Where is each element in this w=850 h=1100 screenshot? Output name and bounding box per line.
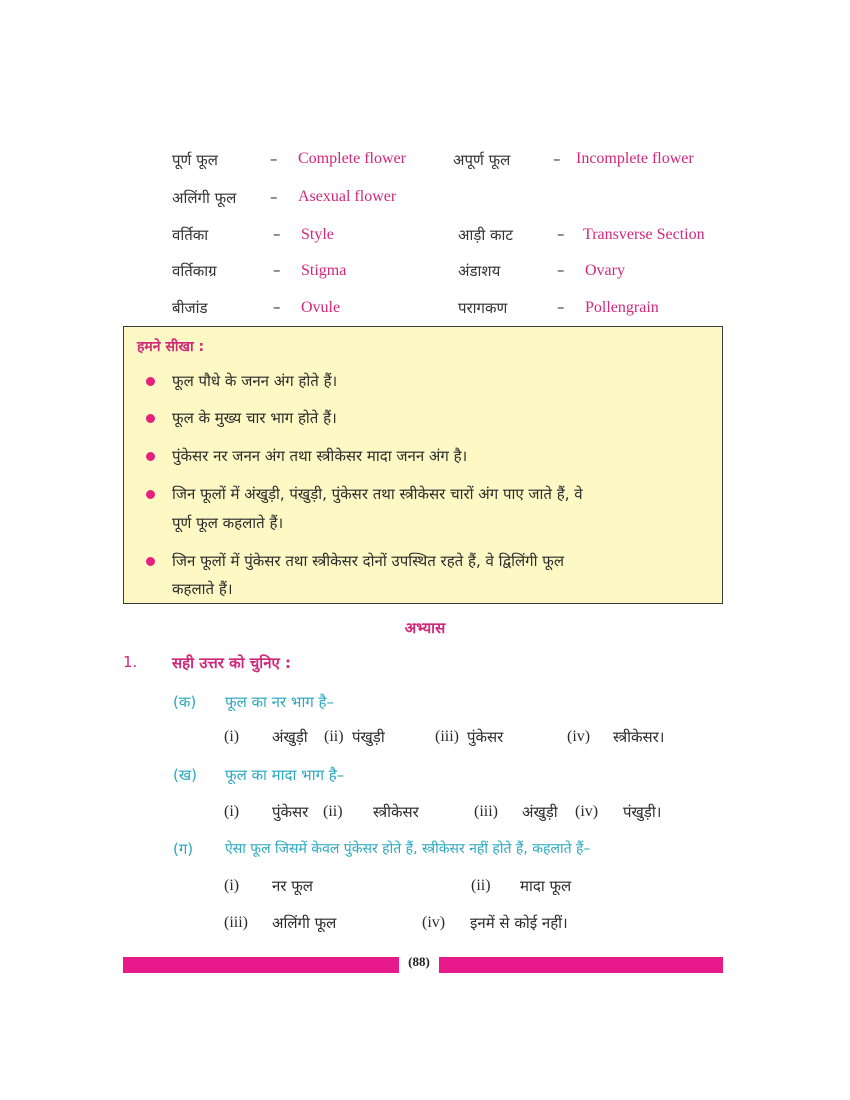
glossary-term-en: Asexual flower: [298, 188, 397, 205]
glossary-dash: –: [557, 261, 565, 279]
learned-summary-box: [123, 326, 723, 604]
glossary-term-hi: अलिंगी फूल: [172, 189, 237, 207]
question-text: सही उत्तर को चुनिए :: [172, 654, 292, 672]
option-text: इनमें से कोई नहीं।: [470, 914, 568, 932]
learned-title: हमने सीखा :: [137, 339, 205, 355]
glossary-term-hi: बीजांड: [172, 299, 208, 317]
glossary-term-en: Style: [301, 226, 334, 243]
learned-point: फूल के मुख्य चार भाग होते हैं।: [172, 409, 337, 427]
option-number: (iii): [224, 914, 248, 931]
glossary-term-en: Complete flower: [298, 150, 406, 167]
option-number: (i): [224, 728, 240, 745]
option-text: मादा फूल: [520, 877, 572, 895]
page-number: (88): [408, 954, 430, 969]
glossary-term-en: Ovule: [301, 299, 341, 316]
glossary-dash: –: [273, 225, 281, 243]
glossary-term-hi: वर्तिकाग्र: [172, 262, 217, 280]
glossary-dash: –: [557, 298, 565, 316]
glossary-dash: –: [273, 298, 281, 316]
option-number: (ii): [324, 728, 344, 745]
glossary-dash: –: [557, 225, 565, 243]
option-number: (ii): [471, 877, 491, 894]
option-text: पंखुड़ी।: [623, 803, 662, 821]
bullet-icon: [146, 490, 155, 499]
option-number: (iii): [474, 803, 498, 820]
glossary-dash: –: [273, 261, 281, 279]
learned-point: पुंकेसर नर जनन अंग तथा स्त्रीकेसर मादा जनन अंग है।: [172, 447, 468, 465]
option-number: (iii): [435, 728, 459, 745]
glossary-term-en: Ovary: [585, 262, 625, 279]
learned-point: फूल पौधे के जनन अंग होते हैं।: [172, 372, 338, 390]
glossary-term-en: Pollengrain: [585, 299, 659, 316]
option-text: पुंकेसर: [272, 803, 309, 821]
learned-point-continued: पूर्ण फूल कहलाते हैं।: [172, 514, 284, 532]
question-number: 1.: [123, 653, 138, 671]
option-text: पंखुड़ी: [352, 728, 385, 746]
bullet-icon: [146, 452, 155, 461]
learned-point-continued: कहलाते हैं।: [172, 580, 233, 598]
option-number: (iv): [422, 914, 446, 931]
option-text: पुंकेसर: [467, 728, 504, 746]
glossary-term-hi: अपूर्ण फूल: [453, 151, 511, 169]
exercise-heading: अभ्यास: [404, 619, 446, 637]
sub-question-label: (क): [173, 693, 197, 711]
sub-question-text: ऐसा फूल जिसमें केवल पुंकेसर होते हैं, स्त्रीकेसर नहीं होते हैं, कहलाते हैं–: [225, 841, 591, 857]
bullet-icon: [146, 377, 155, 386]
option-number: (iv): [567, 728, 591, 745]
glossary-term-hi: वर्तिका: [172, 226, 209, 244]
glossary-dash: –: [270, 150, 278, 168]
glossary-dash: –: [270, 188, 278, 206]
glossary-dash: –: [553, 150, 561, 168]
learned-point: जिन फूलों में अंखुड़ी, पंखुड़ी, पुंकेसर तथा स्त्रीकेसर चारों अंग पाए जाते हैं, वे: [172, 485, 583, 503]
option-text: स्त्रीकेसर: [373, 803, 419, 821]
option-number: (i): [224, 803, 240, 820]
footer-bar-right: [439, 957, 723, 973]
bullet-icon: [146, 414, 155, 423]
sub-question-label: (ग): [173, 840, 194, 858]
glossary-term-en: Stigma: [301, 262, 347, 279]
option-number: (ii): [323, 803, 343, 820]
option-number: (iv): [575, 803, 599, 820]
option-text: अंखुड़ी: [272, 728, 308, 746]
option-number: (i): [224, 877, 240, 894]
glossary-term-en: Incomplete flower: [576, 150, 694, 167]
bullet-icon: [146, 557, 155, 566]
glossary-term-hi: आड़ी काट: [458, 226, 513, 244]
option-text: अलिंगी फूल: [272, 914, 337, 932]
glossary-term-hi: अंडाशय: [458, 262, 501, 280]
footer-bar-left: [123, 957, 399, 973]
sub-question-text: फूल का नर भाग है–: [225, 693, 335, 711]
glossary-term-en: Transverse Section: [583, 226, 705, 243]
option-text: स्त्रीकेसर।: [613, 728, 665, 746]
learned-point: जिन फूलों में पुंकेसर तथा स्त्रीकेसर दोनों उपस्थित रहते हैं, वे द्विलिंगी फूल: [172, 552, 564, 570]
sub-question-text: फूल का मादा भाग है–: [225, 766, 345, 784]
glossary-term-hi: परागकण: [458, 299, 508, 317]
option-text: नर फूल: [272, 877, 313, 895]
glossary-term-hi: पूर्ण फूल: [172, 151, 218, 169]
option-text: अंखुड़ी: [522, 803, 558, 821]
sub-question-label: (ख): [173, 766, 197, 784]
